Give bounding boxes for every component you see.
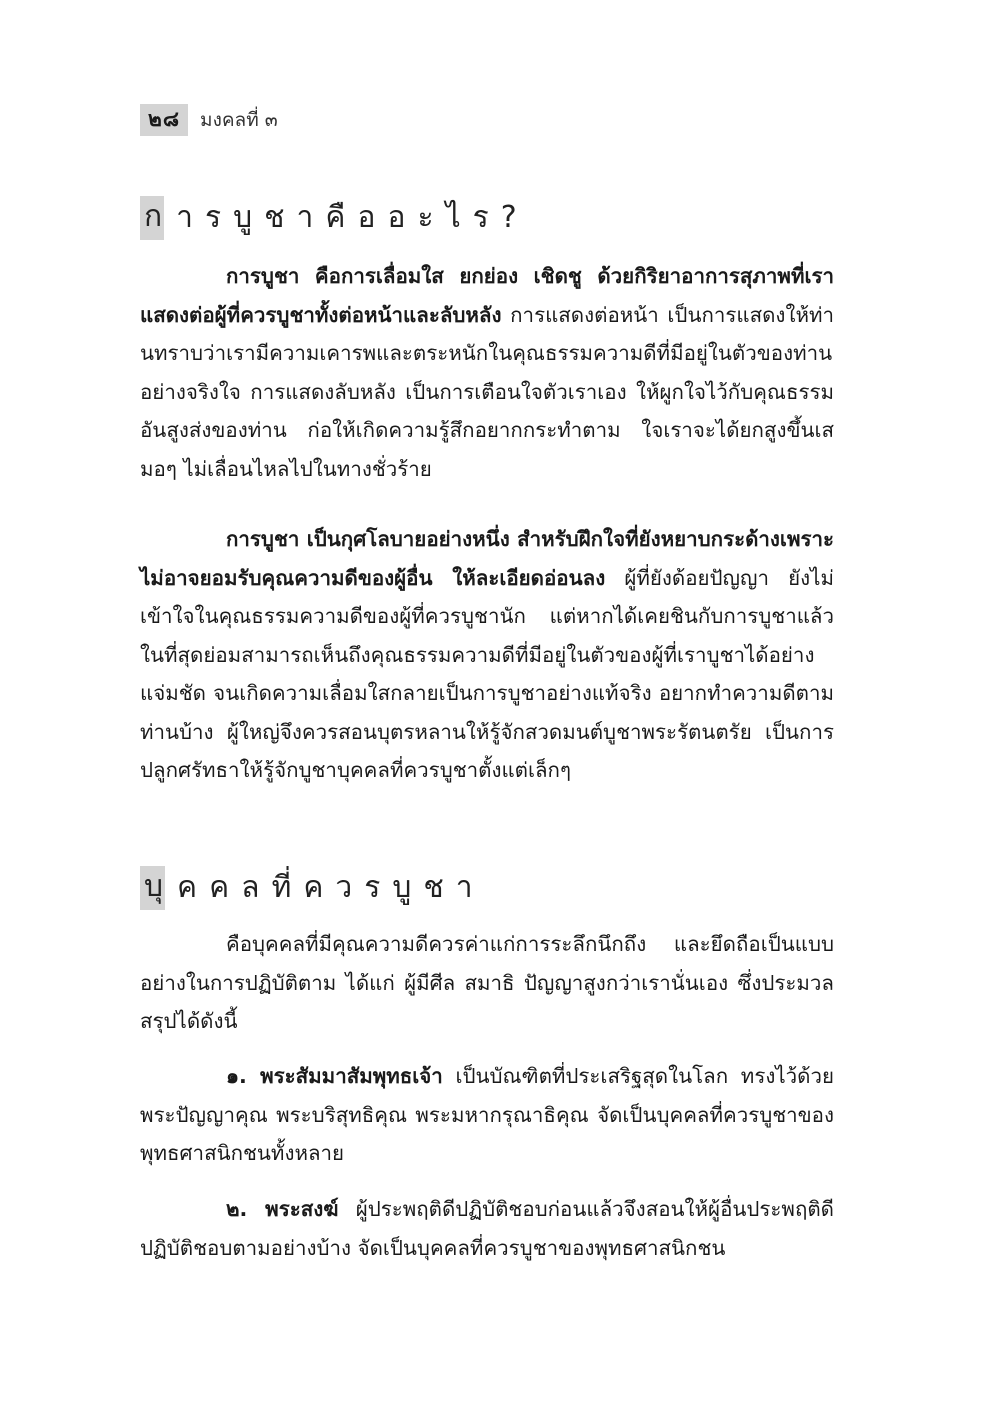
- paragraph: [140, 257, 834, 488]
- list-item-title: ๑. พระสัมมาสัมพุทธเจ้า: [226, 1064, 443, 1088]
- running-header: [140, 104, 278, 136]
- paragraph-text: การแสดงต่อหน้า เป็นการแสดงให้ท่านทราบว่าเรามีความเคารพและตระหนักในคุณธรรมความดีที่มีอยู่ในตัวของท่านอย่างจริงใจ การแสดงลับหลัง เป็นการเตือนใจตัวเราเอง ให้ผูกใจไว้กับคุณธรรมอันสูงส่งของท่าน ก่อให้เกิดความรู้สึกอยากกระทำตาม ใจเราจะได้ยกสูงขึ้นเสมอๆ ไม่เลื่อนไหลไปในทางชั่วร้าย: [140, 302, 834, 481]
- chapter-label: มงคลที่ ๓: [200, 109, 278, 131]
- list-item-text: ผู้ประพฤติดีปฏิบัติชอบก่อนแล้วจึงสอนให้ผู้อื่นประพฤติดีปฏิบัติชอบตามอย่างบ้าง จัดเป็นบุคคลที่ควรบูชาของพุทธศาสนิกชน: [140, 1197, 834, 1260]
- list-item-title: ๒. พระสงฆ์: [226, 1197, 339, 1221]
- section-heading-what-is-worship: [140, 196, 529, 240]
- paragraph-bold-lead: การบูชา เป็นกุศโลบายอย่างหนึ่ง สำหรับฝึกใจที่ยังหยาบกระด้างเพราะไม่อาจยอมรับคุณความดีของผู้อื่น ให้ละเอียดอ่อนลง: [140, 527, 834, 590]
- paragraph-text: คือบุคคลที่มีคุณความดีควรค่าแก่การระลึกนึกถึง และยึดถือเป็นแบบอย่างในการปฏิบัติตาม ได้แก่ ผู้มีศีล สมาธิ ปัญญาสูงกว่าเรานั่นเอง ซึ่งประมวลสรุปได้ดังนี้: [140, 932, 834, 1033]
- heading-initial: ก: [140, 196, 164, 240]
- page-number: ๒๘: [140, 104, 188, 136]
- list-item-sangha: [140, 1190, 834, 1267]
- heading-text: คคลที่ควรบูชา: [177, 870, 485, 905]
- heading-initial: บุ: [140, 866, 165, 910]
- section-heading-persons-to-worship: [140, 866, 485, 910]
- list-item-text: เป็นบัณฑิตที่ประเสริฐสุดในโลก ทรงไว้ด้วยพระปัญญาคุณ พระบริสุทธิคุณ พระมหากรุณาธิคุณ จัดเป็นบุคคลที่ควรบูชาของพุทธศาสนิกชนทั้งหลาย: [140, 1064, 834, 1165]
- paragraph: [140, 520, 834, 790]
- list-item-buddha: [140, 1057, 834, 1173]
- paragraph-bold-lead: การบูชา คือการเลื่อมใส ยกย่อง เชิดชู ด้วยกิริยาอาการสุภาพที่เราแสดงต่อผู้ที่ควรบูชาทั้งต่อหน้าและลับหลัง: [140, 264, 834, 327]
- paragraph-text: ผู้ที่ยังด้อยปัญญา ยังไม่เข้าใจในคุณธรรมความดีของผู้ที่ควรบูชานัก แต่หากได้เคยชินกับการบูชาแล้ว ในที่สุดย่อมสามารถเห็นถึงคุณธรรมความดีที่มีอยู่ในตัวของผู้ที่เราบูชาได้อย่างแจ่มชัด จนเกิดความเลื่อมใสกลายเป็นการบูชาอย่างแท้จริง อยากทำความดีตามท่านบ้าง ผู้ใหญ่จึงควรสอนบุตรหลานให้รู้จักสวดมนต์บูชาพระรัตนตรัย เป็นการปลูกศรัทธาให้รู้จักบูชาบุคคลที่ควรบูชาตั้งแต่เล็กๆ: [140, 565, 834, 782]
- paragraph: [140, 925, 834, 1041]
- heading-text: ารบูชาคืออะไร?: [176, 200, 529, 235]
